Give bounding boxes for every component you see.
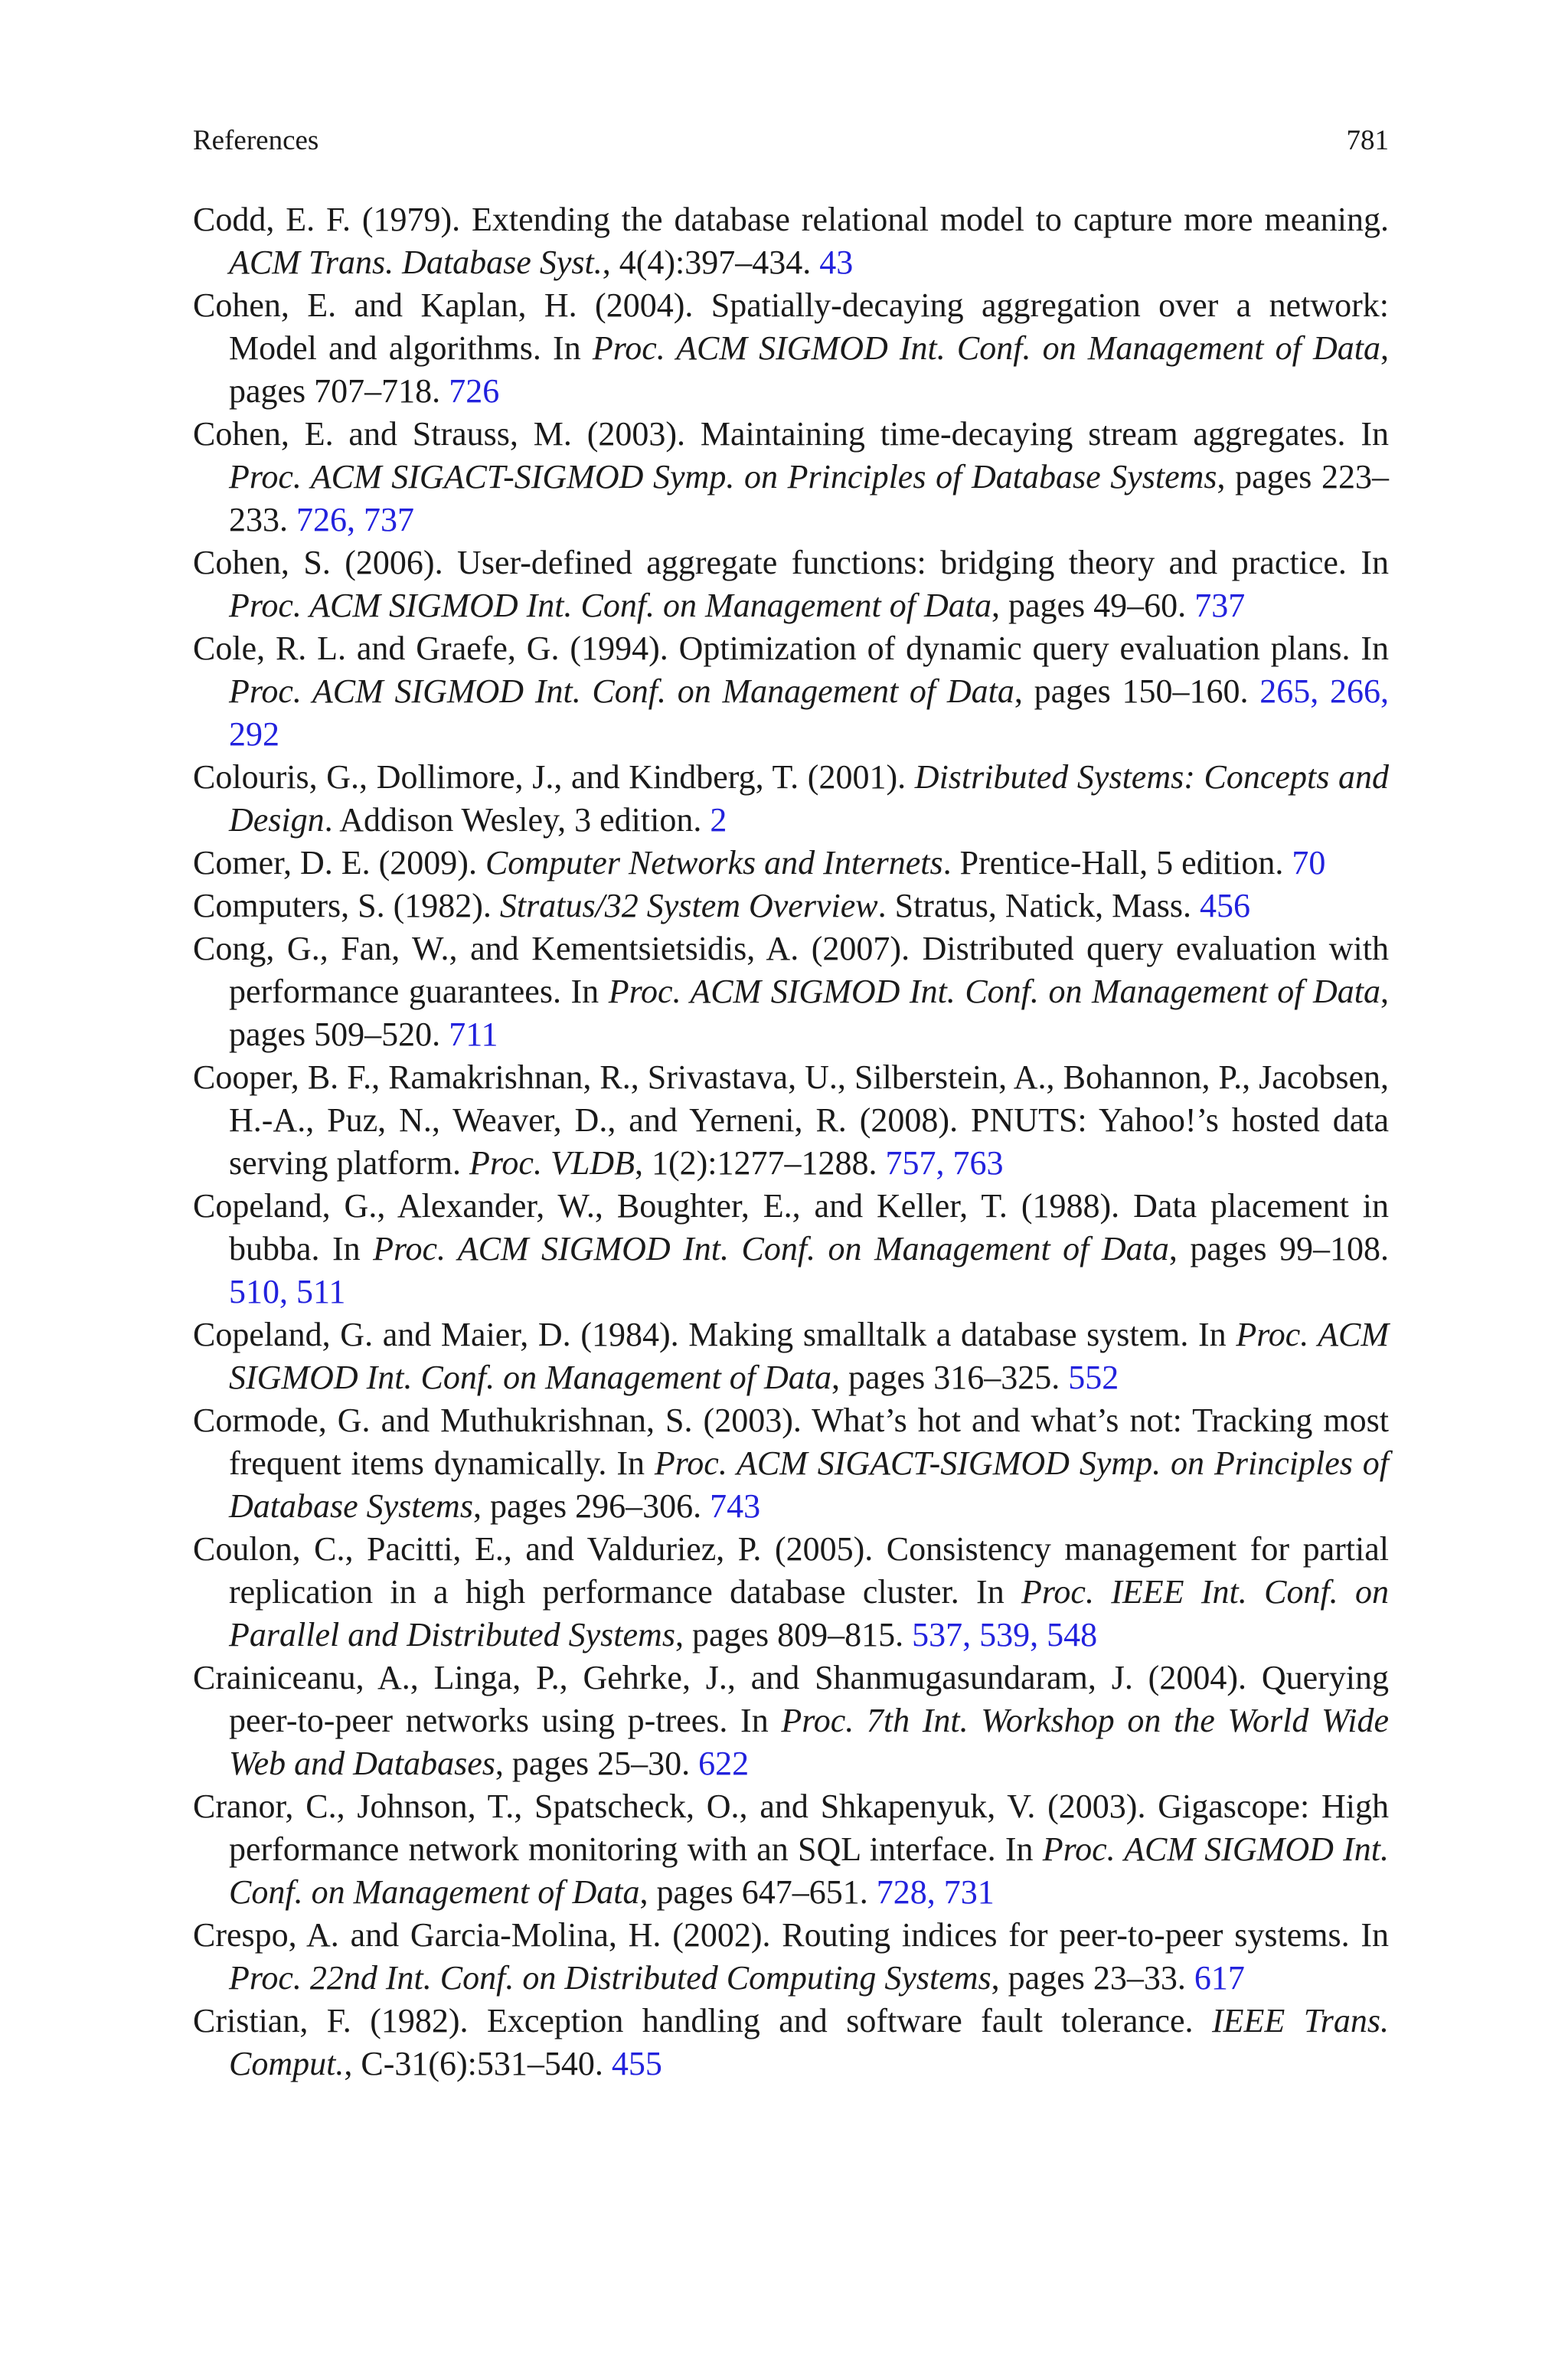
page-backref-link[interactable]: 265, 266, 292: [229, 672, 1389, 753]
page-backref-link[interactable]: 622: [698, 1745, 750, 1782]
reference-entry: [193, 1785, 1389, 1914]
reference-text: , C-31(6):531–540.: [344, 2045, 612, 2082]
reference-text: . Addison Wesley, 3 edition.: [324, 801, 710, 839]
reference-text: Cong, G., Fan, W., and Kementsietsidis, A. (2007). Distributed query evaluation with performance guarantees. In: [193, 930, 1389, 1010]
page-backref-link[interactable]: 456: [1200, 887, 1250, 924]
reference-text: Computers, S. (1982).: [193, 887, 500, 924]
reference-entry: [193, 198, 1389, 284]
reference-venue: Proc. ACM SIGMOD Int. Conf. on Management of Data: [229, 587, 991, 624]
reference-entry: [193, 842, 1389, 885]
page-backref-link[interactable]: 737: [1194, 587, 1246, 624]
page-backref-link[interactable]: 2: [710, 801, 727, 839]
page-backref-link[interactable]: 726, 737: [296, 501, 414, 538]
section-title: References: [193, 125, 319, 156]
reference-text: , pages 707–718.: [229, 329, 1389, 410]
page-backref-link[interactable]: 711: [449, 1016, 498, 1053]
reference-venue: Proc. ACM SIGMOD Int. Conf. on Management of Data: [608, 973, 1380, 1010]
reference-text: Cranor, C., Johnson, T., Spatscheck, O., and Shkapenyuk, V. (2003). Gigascope: High performance network monitoring with an SQL interface. In: [193, 1788, 1389, 1868]
reference-venue: Proc. VLDB: [469, 1144, 635, 1182]
reference-entry: [193, 927, 1389, 1056]
reference-entry: [193, 2000, 1389, 2085]
reference-venue: Proc. 22nd Int. Conf. on Distributed Computing Systems: [229, 1959, 991, 1997]
reference-entry: [193, 1914, 1389, 2000]
page-backref-link[interactable]: 43: [819, 244, 854, 281]
reference-text: Copeland, G. and Maier, D. (1984). Making smalltalk a database system. In: [193, 1316, 1236, 1353]
reference-text: , pages 509–520.: [229, 973, 1389, 1053]
running-header: [193, 124, 1389, 158]
reference-venue: Proc. ACM SIGMOD Int. Conf. on Management of Data: [229, 1830, 1389, 1911]
reference-text: , pages 23–33.: [991, 1959, 1194, 1997]
reference-text: , pages 49–60.: [991, 587, 1195, 624]
page-backref-link[interactable]: 743: [710, 1487, 761, 1525]
reference-text: , pages 647–651.: [639, 1873, 877, 1911]
reference-venue: Proc. ACM SIGMOD Int. Conf. on Management of Data: [229, 672, 1014, 710]
reference-text: Crainiceanu, A., Linga, P., Gehrke, J., and Shanmugasundaram, J. (2004). Querying peer-to-peer networks using p-trees. In: [193, 1659, 1389, 1739]
reference-text: Cohen, S. (2006). User-defined aggregate functions: bridging theory and practice. In: [193, 544, 1389, 581]
reference-text: , pages 809–815.: [675, 1616, 913, 1653]
page-number: 781: [1346, 125, 1389, 156]
reference-text: , 1(2):1277–1288.: [634, 1144, 886, 1182]
reference-entry: [193, 885, 1389, 927]
reference-entry: [193, 1313, 1389, 1399]
page-backref-link[interactable]: 617: [1194, 1959, 1245, 1997]
reference-venue: Proc. ACM SIGACT-SIGMOD Symp. on Principles of Database Systems: [229, 1444, 1389, 1525]
reference-entry: [193, 627, 1389, 756]
reference-venue: Proc. IEEE Int. Conf. on Parallel and Distributed Systems: [229, 1573, 1389, 1653]
page-backref-link[interactable]: 726: [449, 372, 500, 410]
reference-text: , pages 150–160.: [1014, 672, 1260, 710]
reference-text: Cohen, E. and Kaplan, H. (2004). Spatially-decaying aggregation over a network: Model and algorithms. In: [193, 286, 1389, 367]
reference-text: , pages 316–325.: [831, 1359, 1069, 1396]
reference-venue: IEEE Trans. Comput.: [229, 2002, 1390, 2082]
reference-text: , pages 25–30.: [495, 1745, 699, 1782]
page-backref-link[interactable]: 728, 731: [876, 1873, 995, 1911]
reference-entry: [193, 756, 1389, 842]
reference-venue: Proc. ACM SIGMOD Int. Conf. on Management of Data: [229, 1316, 1389, 1396]
page-backref-link[interactable]: 70: [1292, 844, 1326, 882]
page-backref-link[interactable]: 552: [1068, 1359, 1119, 1396]
reference-text: Coulon, C., Pacitti, E., and Valduriez, P. (2005). Consistency management for partial replication in a high performance database cluster. In: [193, 1530, 1389, 1611]
reference-text: Crespo, A. and Garcia-Molina, H. (2002). Routing indices for peer-to-peer systems. In: [193, 1916, 1389, 1954]
reference-entry: [193, 1399, 1389, 1528]
reference-entry: [193, 1185, 1389, 1313]
reference-text: Cormode, G. and Muthukrishnan, S. (2003). What’s hot and what’s not: Tracking most frequent items dynamically. In: [193, 1402, 1389, 1482]
reference-entry: [193, 1657, 1389, 1785]
reference-text: Comer, D. E. (2009).: [193, 844, 485, 882]
reference-venue: Proc. ACM SIGACT-SIGMOD Symp. on Principles of Database Systems: [229, 458, 1217, 496]
page-backref-link[interactable]: 455: [611, 2045, 662, 2082]
reference-text: . Prentice-Hall, 5 edition.: [942, 844, 1292, 882]
reference-text: . Stratus, Natick, Mass.: [877, 887, 1200, 924]
reference-text: Cooper, B. F., Ramakrishnan, R., Srivastava, U., Silberstein, A., Bohannon, P., Jacobsen, H.-A., Puz, N., Weaver, D., and Yerneni, R. (2008). PNUTS: Yahoo!’s hosted data serving platform.: [193, 1058, 1389, 1182]
page-backref-link[interactable]: 757, 763: [885, 1144, 1004, 1182]
reference-text: , pages 99–108.: [1168, 1230, 1389, 1268]
reference-entry: [193, 284, 1389, 413]
reference-text: Colouris, G., Dollimore, J., and Kindberg, T. (2001).: [193, 758, 915, 796]
reference-venue: Computer Networks and Internets: [485, 844, 943, 882]
reference-entry: [193, 413, 1389, 541]
reference-text: , pages 296–306.: [472, 1487, 710, 1525]
page-backref-link[interactable]: 510, 511: [229, 1273, 346, 1310]
reference-text: Cole, R. L. and Graefe, G. (1994). Optimization of dynamic query evaluation plans. In: [193, 630, 1389, 667]
reference-list: [193, 198, 1389, 2085]
reference-entry: [193, 1528, 1389, 1657]
reference-venue: Distributed Systems: Concepts and Design: [229, 758, 1389, 839]
reference-venue: Proc. ACM SIGMOD Int. Conf. on Management of Data: [373, 1230, 1169, 1268]
reference-text: Cohen, E. and Strauss, M. (2003). Maintaining time-decaying stream aggregates. In: [193, 415, 1389, 453]
reference-entry: [193, 541, 1389, 627]
reference-entry: [193, 1056, 1389, 1185]
reference-text: , pages 223–233.: [229, 458, 1389, 538]
reference-text: Copeland, G., Alexander, W., Boughter, E., and Keller, T. (1988). Data placement in bubba. In: [193, 1187, 1389, 1268]
reference-venue: Stratus/32 System Overview: [499, 887, 878, 924]
reference-venue: Proc. ACM SIGMOD Int. Conf. on Management of Data: [592, 329, 1380, 367]
reference-venue: ACM Trans. Database Syst.: [229, 244, 603, 281]
reference-text: , 4(4):397–434.: [602, 244, 820, 281]
page-backref-link[interactable]: 537, 539, 548: [912, 1616, 1098, 1653]
reference-text: Cristian, F. (1982). Exception handling and software fault tolerance.: [193, 2002, 1212, 2039]
reference-text: Codd, E. F. (1979). Extending the database relational model to capture more meaning.: [193, 201, 1389, 238]
reference-venue: Proc. 7th Int. Workshop on the World Wide Web and Databases: [229, 1702, 1389, 1782]
